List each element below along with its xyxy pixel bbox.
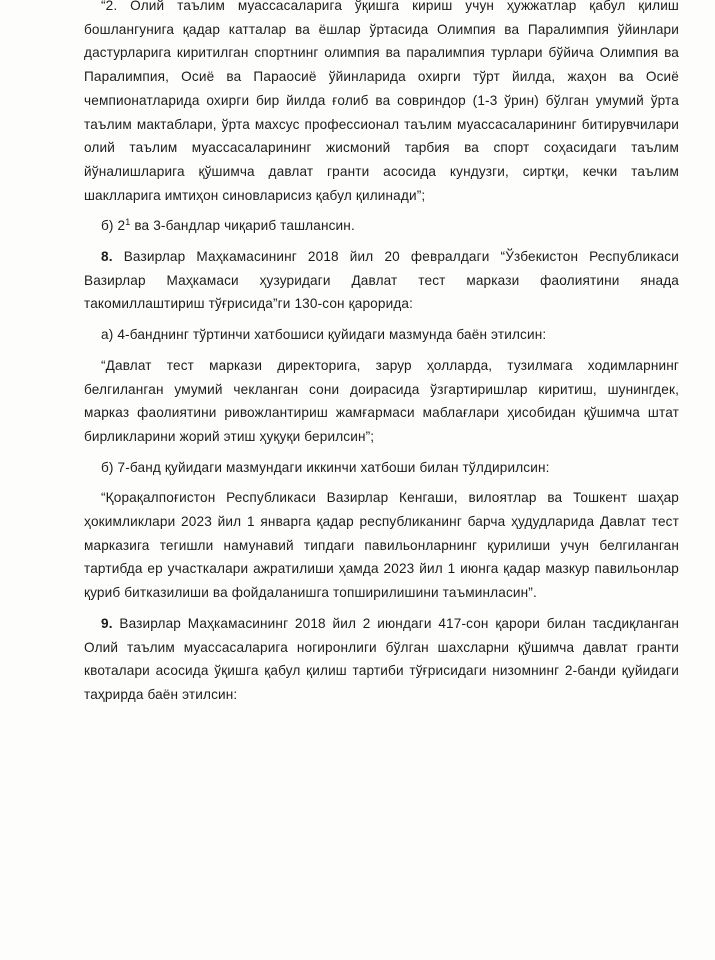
paragraph-item-9 <box>84 612 679 707</box>
subpoint-b-text-start: б) 2 <box>101 218 126 234</box>
paragraph-point-2-quote: “2. Олий таълим муассасаларига ўқишга кириш учун ҳужжатлар қабул қилиш бошлангунига қадар катталар ва ёшлар ўртасида Олимпия ва Паралимпия ўйинлари дастурларига киритилган спортнинг олимпия ва паралимпия турлари бўйича Олимпия ва Паралимпия, Осиё ва Параосиё ўйинларида охирги тўрт йилда, жаҳон ва Осиё чемпионатларида охирги бир йилда ғолиб ва совриндор (1-3 ўрин) бўлган умумий ўрта таълим мактаблари, ўрта махсус профессионал таълим муассасаларининг битирувчилари олий таълим муассасаларининг жисмоний тарбия ва спорт соҳасидаги таълим йўналишларига қўшимча давлат гранти асосида кундузги, сиртқи, кечки таълим шаклларига имтиҳон синовларисиз қабул қилинади”; <box>84 0 679 203</box>
paragraph-test-center-quote: “Давлат тест маркази директорига, зарур ҳолларда, тузилмага ходимларнинг белгиланган умумий чекланган сони доирасида ўзгартиришлар киритиш, шунингдек, марказ фаолиятини ривожлантириш жамғармаси маблағлари ҳисобидан қўшимча штат бирликларини жорий этиш ҳуқуқи берилсин”; <box>84 357 679 444</box>
item-9-text: Вазирлар Маҳкамасининг 2018 йил 2 июндаги 417-сон қарори билан тасдиқланган Олий таълим муассасаларига ногиронлиги бўлган шахсларни қўшимча давлат гранти квоталари асосида ўқишга қабул қилиш тартиби тўғрисидаги низомнинг 2-банди қуйидаги таҳрирда баён этилсин: <box>84 615 679 702</box>
subpoint-b-text-end: ва 3-бандлар чиқариб ташлансин. <box>130 218 355 234</box>
item-number-9: 9. <box>101 615 113 631</box>
paragraph-item-8 <box>84 245 679 316</box>
paragraph-subpoint-b-addition: б) 7-банд қуйидаги мазмундаги иккинчи хатбоши билан тўлдирилсин: <box>101 459 550 475</box>
superscript-one: 1 <box>125 217 131 228</box>
paragraph-subpoint-a: а) 4-банднинг тўртинчи хатбошиси қуйидаги мазмунда баён этилсин: <box>101 327 547 343</box>
paragraph-pavilions-quote: “Қорақалпоғистон Республикаси Вазирлар Кенгаши, вилоятлар ва Тошкент шаҳар ҳокимликлари 2023 йил 1 январга қадар республиканинг барча ҳудудларида Давлат тест марказига тегишли намунавий типдаги павильонларнинг қурилиши учун белгиланган тартибда ер участкалари ажратилиши ҳамда 2023 йил 1 июнга қадар мазкур павильонлар қуриб битказилиши ва фойдаланишга топширилишини таъминласин”. <box>84 490 679 601</box>
item-8-text: Вазирлар Маҳкамасининг 2018 йил 20 февралдаги “Ўзбекистон Республикаси Вазирлар Маҳкамаси ҳузуридаги Давлат тест маркази фаолиятини янада такомиллаштириш тўғрисида”ги 130-сон қарорида: <box>84 249 679 312</box>
paragraph-subpoint-b-deletion <box>84 214 679 238</box>
item-number-8: 8. <box>101 249 113 265</box>
